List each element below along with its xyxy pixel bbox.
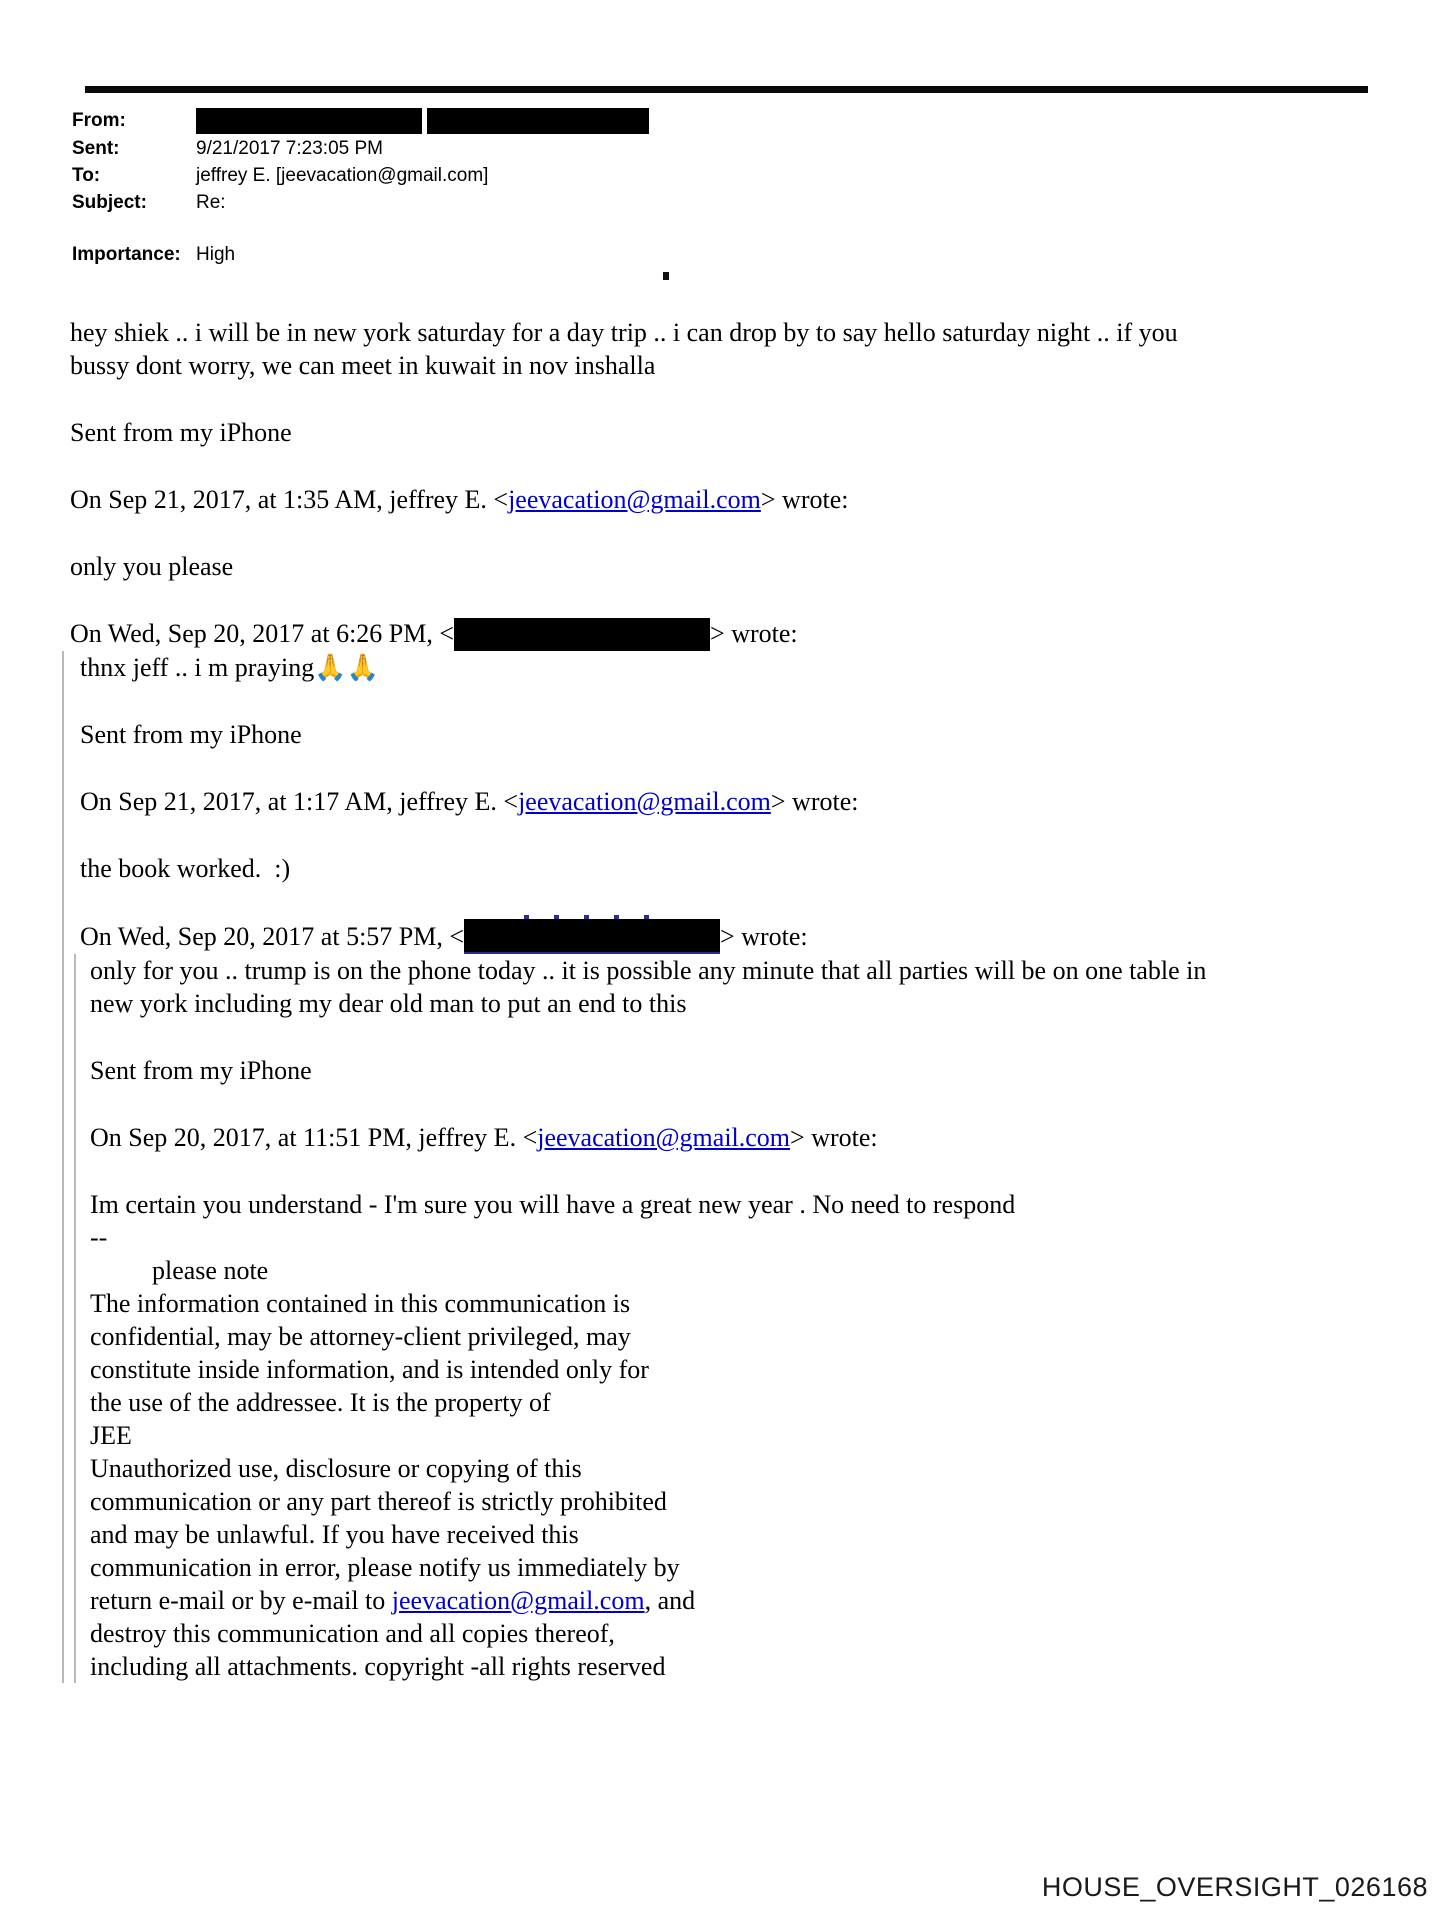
- disclaimer-line: communication or any part thereof is strictly prohibited: [90, 1487, 667, 1516]
- to-label: To:: [72, 165, 101, 186]
- email-header: [72, 108, 649, 269]
- signature: Sent from my iPhone: [90, 1056, 312, 1085]
- disclaimer-text: return e-mail or by e-mail to: [90, 1586, 392, 1615]
- quoted-message-level1: [62, 651, 1413, 1683]
- disclaimer-text: , and: [644, 1586, 696, 1615]
- sent-label: Sent:: [72, 138, 120, 159]
- from-value: [196, 108, 649, 135]
- bates-number: HOUSE_OVERSIGHT_026168: [1041, 1872, 1428, 1902]
- quote-header-text: On Wed, Sep 20, 2017 at 5:57 PM, <: [80, 922, 465, 951]
- from-label: From:: [72, 110, 126, 131]
- stray-mark: [663, 272, 669, 280]
- quote-header-text: On Wed, Sep 20, 2017 at 6:26 PM, <: [70, 619, 455, 648]
- message-text: only you please: [70, 552, 234, 581]
- quoted-message-level2: [74, 954, 1413, 1683]
- quote-header-text: > wrote:: [760, 485, 849, 514]
- header-divider: [85, 86, 1368, 93]
- disclaimer-line: communication in error, please notify us immediately by: [90, 1553, 680, 1582]
- sent-value: 9/21/2017 7:23:05 PM: [196, 138, 383, 159]
- subject-value: Re:: [196, 192, 226, 213]
- message-line: only for you .. trump is on the phone today .. it is possible any minute that all parties will be on one table in: [90, 956, 1207, 985]
- importance-row: [72, 242, 649, 268]
- quote-header-text: > wrote:: [720, 922, 808, 951]
- disclaimer-line: Unauthorized use, disclosure or copying of this: [90, 1454, 582, 1483]
- message-text: thnx jeff .. i m praying🙏🙏: [80, 653, 379, 682]
- disclaimer-line: The information contained in this communication is: [90, 1289, 631, 1318]
- to-row: [72, 163, 649, 189]
- from-row: [72, 108, 649, 135]
- disclaimer-line: including all attachments. copyright -all rights reserved: [90, 1652, 666, 1681]
- sent-row: [72, 136, 649, 162]
- redaction-box: [464, 919, 720, 954]
- subject-row: [72, 190, 649, 216]
- message-line: Im certain you understand - I'm sure you will have a great new year . No need to respond: [90, 1190, 1016, 1219]
- quote-header-text: > wrote:: [710, 619, 798, 648]
- quote-header: [70, 617, 1413, 651]
- importance-value: High: [196, 244, 236, 265]
- redaction-box: [427, 108, 649, 134]
- email-link[interactable]: jeevacation@gmail.com: [391, 1586, 645, 1615]
- quote-header-text: On Sep 21, 2017, at 1:35 AM, jeffrey E. <: [70, 485, 509, 514]
- signature: Sent from my iPhone: [80, 720, 302, 749]
- quote-header: [80, 919, 1413, 954]
- disclaimer-line: JEE: [90, 1421, 132, 1450]
- subject-label: Subject:: [72, 192, 147, 213]
- importance-label: Importance:: [72, 244, 181, 265]
- email-link[interactable]: jeevacation@gmail.com: [537, 1123, 791, 1152]
- redaction-box: [196, 108, 422, 134]
- disclaimer-title: please note: [152, 1256, 269, 1285]
- disclaimer-line: the use of the addressee. It is the property of: [90, 1388, 551, 1417]
- quote-header: [90, 1121, 1413, 1154]
- email-link[interactable]: jeevacation@gmail.com: [508, 485, 761, 514]
- signature: Sent from my iPhone: [70, 418, 292, 447]
- signature-separator: --: [90, 1223, 108, 1252]
- message-text: [90, 1188, 1413, 1683]
- message-line: bussy dont worry, we can meet in kuwait in nov inshalla: [70, 351, 656, 380]
- quote-header: [70, 483, 1413, 516]
- disclaimer-line: destroy this communication and all copies thereof,: [90, 1619, 615, 1648]
- message-line: new york including my dear old man to put an end to this: [90, 989, 687, 1018]
- quote-header-text: > wrote:: [790, 1123, 878, 1152]
- to-value: jeffrey E. [jeevacation@gmail.com]: [196, 165, 489, 186]
- disclaimer-line: and may be unlawful. If you have received this: [90, 1520, 579, 1549]
- quote-header-text: > wrote:: [770, 787, 859, 816]
- email-link[interactable]: jeevacation@gmail.com: [518, 787, 771, 816]
- email-body: [70, 316, 1413, 1683]
- quote-header-text: On Sep 20, 2017, at 11:51 PM, jeffrey E. <: [90, 1123, 538, 1152]
- quote-header: [80, 785, 1413, 818]
- disclaimer-line: confidential, may be attorney-client privileged, may: [90, 1322, 631, 1351]
- redaction-box: [454, 618, 710, 651]
- message-line: hey shiek .. i will be in new york saturday for a day trip .. i can drop by to say hello saturday night .. if you: [70, 318, 1178, 347]
- disclaimer-line: constitute inside information, and is intended only for: [90, 1355, 649, 1384]
- message-text: [70, 316, 1413, 382]
- quote-header-text: On Sep 21, 2017, at 1:17 AM, jeffrey E. <: [80, 787, 519, 816]
- disclaimer-line: [90, 1584, 1413, 1617]
- message-text: [90, 954, 1413, 1020]
- message-text: the book worked. :): [80, 854, 291, 883]
